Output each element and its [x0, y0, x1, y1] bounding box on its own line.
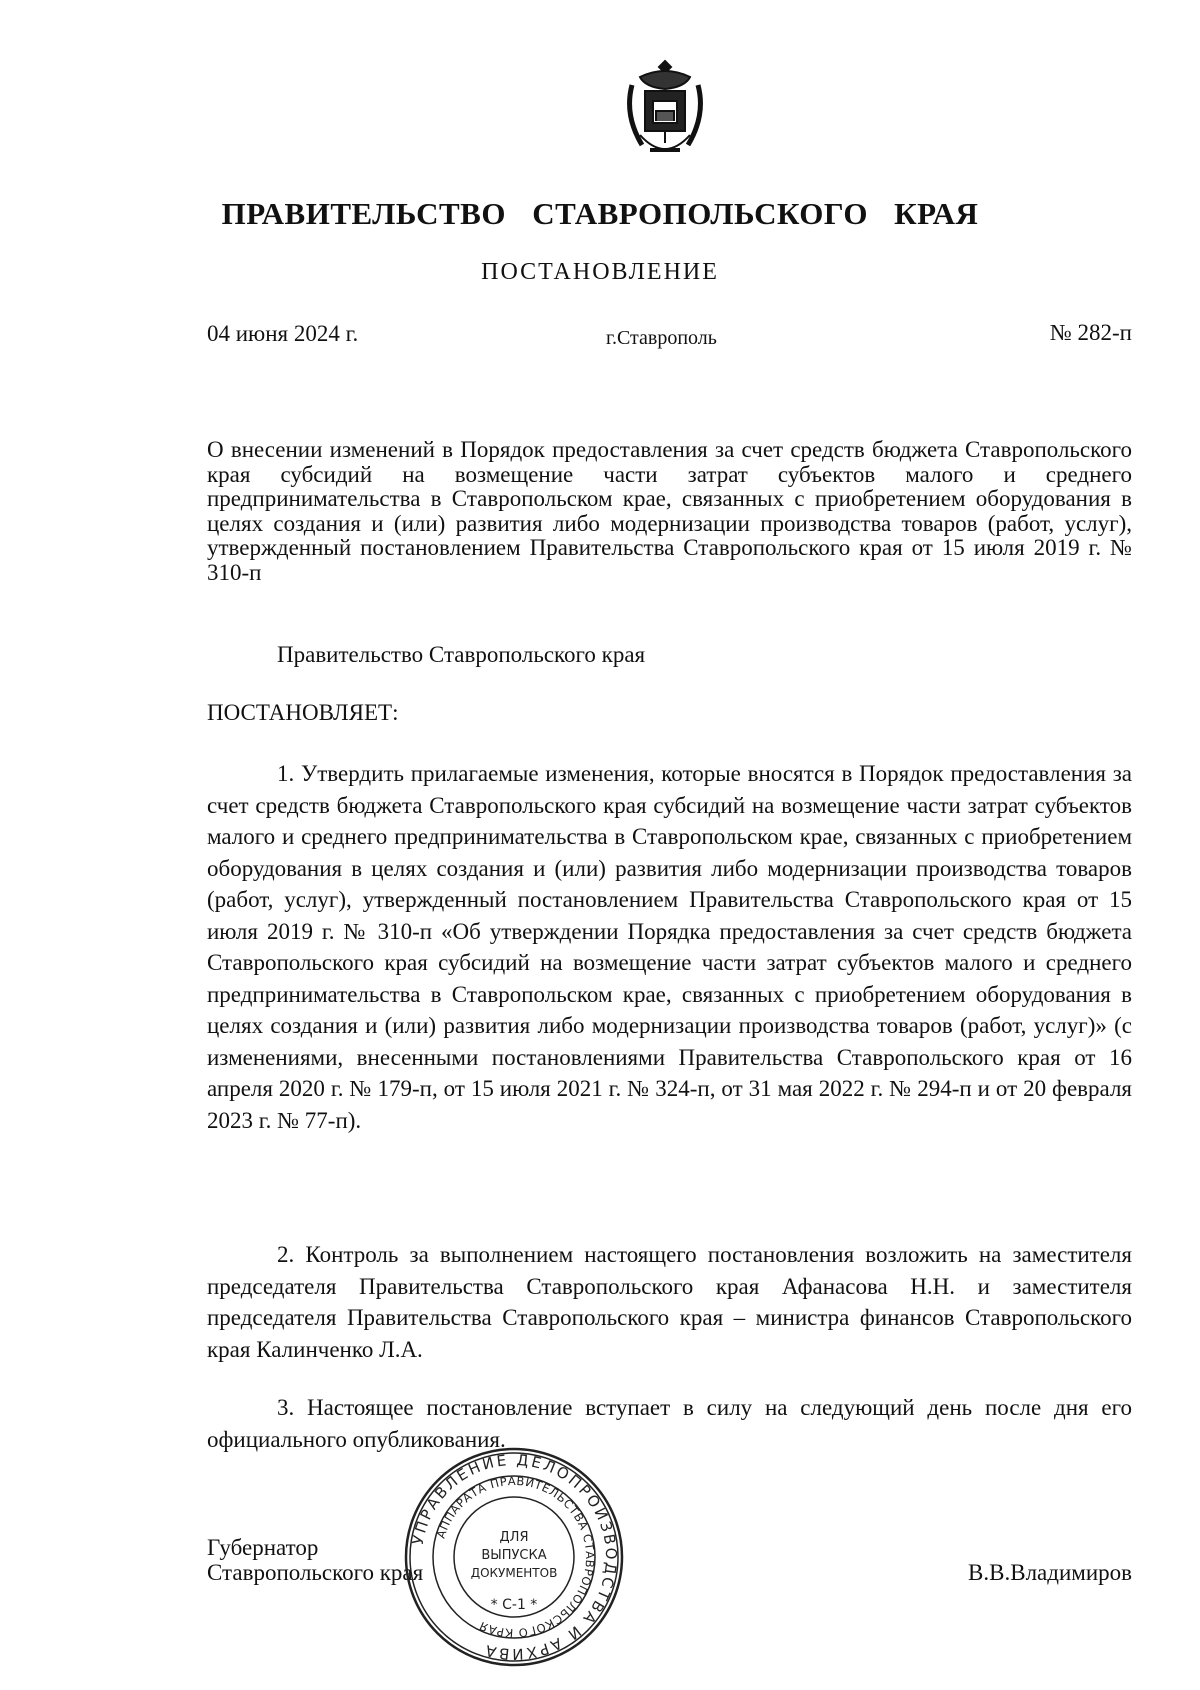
document-number: № 282-п — [1049, 320, 1132, 345]
paragraph-2: 2. Контроль за выполнением настоящего постановления возложить на заместителя председателя Правительства Ставропольского края Афанасова Н.Н. и заместителя председателя Правительства Ставропольского края – министра финансов Ставропольского края Калинченко Л.А. — [207, 1242, 1132, 1362]
official-stamp — [403, 1446, 625, 1668]
document-type: ПОСТАНОВЛЕНИЕ — [481, 259, 719, 285]
signature-title-line1: Губернатор — [207, 1535, 319, 1560]
coat-of-arms-emblem — [620, 55, 710, 165]
document-date: 04 июня 2024 г. — [207, 321, 359, 346]
stamp-center-line1: ДЛЯ — [499, 1530, 529, 1545]
signature-title-line2: Ставропольского края — [207, 1560, 424, 1585]
stamp-code: * С-1 * — [490, 1597, 538, 1613]
document-city: г.Ставрополь — [606, 327, 717, 349]
stamp-outer-text: УПРАВЛЕНИЕ ДЕЛОПРОИЗВОДСТВА И АРХИВА — [408, 1450, 621, 1664]
resolves-heading: ПОСТАНОВЛЯЕТ: — [207, 700, 399, 725]
paragraph-1: 1. Утвердить прилагаемые изменения, которые вносятся в Порядок предоставления за счет средств бюджета Ставропольского края субсидий на возмещение части затрат субъектов малого и среднего предпринимательства в Ставропольском крае, связанных с приобретением оборудования в целях создания и (или) развития либо модернизации производства товаров (работ, услуг), утвержденный постановлением Правительства Ставропольского края от 15 июля 2019 г. № 310-п «Об утверждении Порядка предоставления за счет средств бюджета Ставропольского края субсидий на возмещение части затрат субъектов малого и среднего предпринимательства в Ставропольском крае, связанных с приобретением оборудования в целях создания и (или) развития либо модернизации производства товаров (работ, услуг)» (с изменениями, внесенными постановлениями Правительства Ставропольского края от 16 апреля 2020 г. № 179-п, от 15 июля 2021 г. № 324-п, от 31 мая 2022 г. № 294-п и от 20 февраля 2023 г. № 77-п). — [207, 761, 1132, 1133]
document-subject: О внесении изменений в Порядок предоставления за счет средств бюджета Ставропольского края субсидий на возмещение части затрат субъектов малого и среднего предпринимательства в Ставропольском крае, связанных с приобретением оборудования в целях создания и (или) развития либо модернизации производства товаров (работ, услуг), утвержденный постановлением Правительства Ставропольского края от 15 июля 2019 г. № 310-п — [207, 437, 1132, 585]
stamp-center-line2: ВЫПУСКА — [481, 1548, 547, 1563]
signature-title — [207, 1535, 423, 1585]
intro-line: Правительство Ставропольского края — [277, 642, 646, 667]
paragraph-3: 3. Настоящее постановление вступает в силу на следующий день после дня его официального опубликования. — [207, 1395, 1132, 1452]
stamp-inner-text: АППАРАТА ПРАВИТЕЛЬСТВА СТАВРОПОЛЬСКОГО КРАЯ — [433, 1473, 598, 1641]
signature-name: В.В.Владимиров — [968, 1560, 1132, 1585]
stamp-center-line3: ДОКУМЕНТОВ — [470, 1566, 558, 1580]
organization-title: ПРАВИТЕЛЬСТВО СТАВРОПОЛЬСКОГО КРАЯ — [221, 196, 979, 231]
